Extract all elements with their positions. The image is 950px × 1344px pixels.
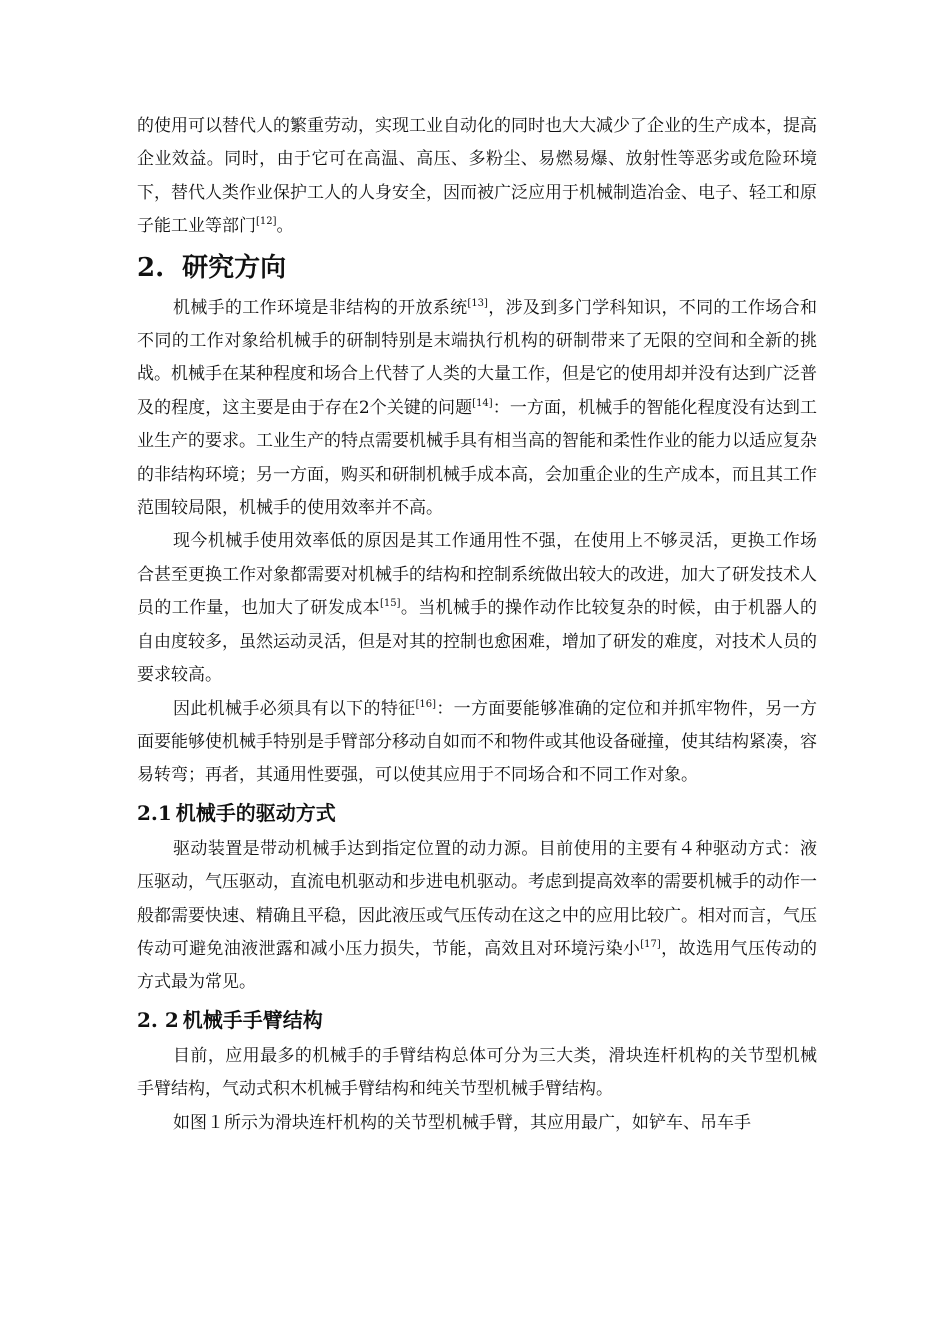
citation-14: [14]	[472, 397, 493, 409]
citation-17: [17]	[640, 938, 661, 950]
paragraph-drive-methods: 驱动装置是带动机械手达到指定位置的动力源。目前使用的主要有４种驱动方式：液压驱动，气压驱动，直流电机驱动和步进电机驱动。考虑到提高效率的需要机械手的动作一般都需要快速、精确且平稳，因此液压或气压传动在这之中的应用比较广。相对而言，气压传动可避免油液泄露和减小压力损失，节能，高效且对环境污染小[17]，故选用气压传动的方式最为常见。	[137, 838, 818, 993]
paragraph-continued: 的使用可以替代人的繁重劳动，实现工业自动化的同时也大大减少了企业的生产成本，提高企业效益。同时，由于它可在高温、高压、多粉尘、易燃易爆、放射性等恶劣或危险环境下，替代人类作业保护工人的人身安全，因而被广泛应用于机械制造冶金、电子、轻工和原子能工业等部门[12]。	[137, 116, 817, 237]
paragraph-efficiency: 现今机械手使用效率低的原因是其工作通用性不强，在使用上不够灵活，更换工作场合甚至更换工作对象都需要对机械手的结构和控制系统做出较大的改进，加大了研发技术人员的工作量，也加大了研发成本[15]。当机械手的操作动作比较复杂的时候，由于机器人的自由度较多，虽然运动灵活，但是对其的控制也愈困难，增加了研发的难度，对技术人员的要求较高。	[137, 531, 818, 686]
citation-12: [12]	[256, 216, 277, 228]
citation-16: [16]	[415, 698, 436, 710]
subsection-number: 2.1	[137, 800, 172, 825]
subsection-heading-2-2	[137, 1000, 817, 1040]
subsection-title: 机械手的驱动方式	[175, 800, 336, 825]
section-heading-2	[137, 244, 817, 292]
section-title: 研究方向	[182, 252, 287, 283]
paragraph-figure-1: 如图１所示为滑块连杆机构的关节型机械手臂，其应用最广，如铲车、吊车手	[173, 1112, 751, 1133]
paragraph-arm-structures: 目前，应用最多的机械手的手臂结构总体可分为三大类，滑块连杆机构的关节型机械手臂结构，气动式积木机械手臂结构和纯关节型机械手臂结构。	[137, 1045, 817, 1100]
section-number: 2.	[137, 252, 165, 283]
document-page	[137, 110, 817, 1140]
citation-15: [15]	[379, 598, 401, 610]
subsection-title: 机械手手臂结构	[182, 1007, 323, 1032]
paragraph-features: 因此机械手必须具有以下的特征[16]：一方面要能够准确的定位和并抓牢物件，另一方面要能够使机械手特别是手臂部分移动自如而不和物件或其他设备碰撞，使其结构紧凑，容易转弯；再者，其通用性要强，可以使其应用于不同场合和不同工作对象。	[137, 698, 818, 786]
subsection-heading-2-1	[137, 793, 817, 833]
citation-13: [13]	[467, 297, 488, 309]
paragraph-work-environment: 机械手的工作环境是非结构的开放系统[13]，涉及到多门学科知识，不同的工作场合和不同的工作对象给机械手的研制特别是末端执行机构的研制带来了无限的空间和全新的挑战。机械手在某种程度和场合上代替了人类的大量工作，但是它的使用却并没有达到广泛普及的程度，这主要是由于存在2个关键的问题[14]：一方面，机械手的智能化程度没有达到工业生产的要求。工业生产的特点需要机械手具有相当高的智能和柔性作业的能力以适应复杂的非结构环境；另一方面，购买和研制机械手成本高，会加重企业的生产成本，而且其工作范围较局限，机械手的使用效率并不高。	[137, 297, 818, 519]
subsection-number: 2. 2	[137, 1007, 179, 1032]
